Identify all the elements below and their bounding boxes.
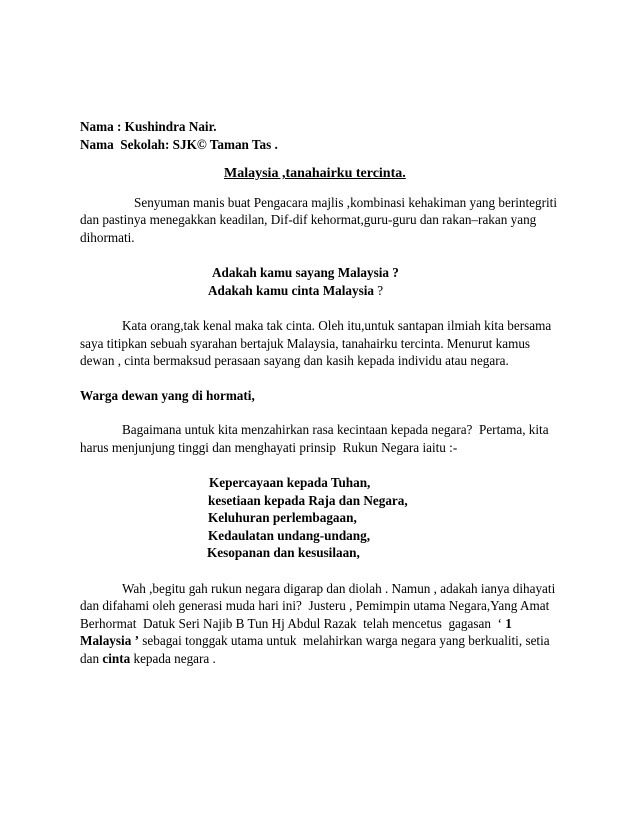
definition-paragraph xyxy=(80,317,560,370)
paragraph-line: Bagaimana untuk kita menzahirkan rasa kecintaan kepada negara? Pertama, kita xyxy=(122,422,549,437)
document-page xyxy=(80,118,560,667)
student-name-line: Nama : Kushindra Nair. xyxy=(80,119,217,134)
rhetorical-questions xyxy=(80,264,560,299)
question-line xyxy=(80,282,560,300)
paragraph-line: dihormati. xyxy=(80,229,135,245)
paragraph-text: dan xyxy=(80,650,103,666)
audience-greeting: Warga dewan yang di hormati, xyxy=(80,387,255,403)
paragraph-line: dan difahami oleh generasi muda hari ini? Justeru , Pemimpin utama Negara,Yang Amat xyxy=(80,598,550,613)
bold-text: Malaysia ’ xyxy=(80,633,139,648)
closing-paragraph xyxy=(80,580,560,668)
paragraph-line: dewan , cinta bermaksud perasaan sayang dan kasih kepada individu atau negara. xyxy=(80,353,509,368)
question-mark: ? xyxy=(373,282,384,298)
paragraph-line: saya titipkan sebuah syarahan bertajuk Malaysia, tanahairku tercinta. Menurut kamus xyxy=(80,335,531,351)
speech-title: Malaysia ,tanahairku tercinta. xyxy=(224,166,406,181)
paragraph-line: Kata orang,tak kenal maka tak cinta. Oleh itu,untuk santapan ilmiah kita bersama xyxy=(122,318,552,333)
bold-text: cinta xyxy=(102,650,131,666)
question-line: Adakah kamu sayang Malaysia ? xyxy=(212,265,399,280)
paragraph-line xyxy=(80,615,560,633)
principle-item: Kedaulatan undang-undang, xyxy=(208,527,370,543)
paragraph-line: Wah ,begitu gah rukun negara digarap dan diolah . Namun , adakah ianya dihayati xyxy=(122,580,556,596)
principles-list xyxy=(80,474,560,562)
principle-item: Kesopanan dan kesusilaan, xyxy=(207,545,360,560)
paragraph-line xyxy=(80,632,560,650)
paragraph-line xyxy=(80,650,560,668)
paragraph-text: kepada negara . xyxy=(130,650,216,666)
rukun-negara-paragraph xyxy=(80,421,560,456)
opening-paragraph xyxy=(80,194,560,247)
principle-item: Kepercayaan kepada Tuhan, xyxy=(209,475,371,490)
principle-item: Keluhuran perlembagaan, xyxy=(208,510,357,525)
paragraph-line: Senyuman manis buat Pengacara majlis ,kombinasi kehakiman yang berintegriti xyxy=(134,194,557,210)
bold-text: 1 xyxy=(505,615,512,631)
school-name-line: Nama Sekolah: SJK© Taman Tas . xyxy=(80,136,278,152)
question-text: Adakah kamu cinta Malaysia xyxy=(208,282,374,298)
principle-item: kesetiaan kepada Raja dan Negara, xyxy=(208,492,408,508)
paragraph-text: sebagai tonggak utama untuk melahirkan warga negara yang berkualiti, setia xyxy=(138,633,550,648)
paragraph-line: dan pastinya menegakkan keadilan, Dif-dif kehormat,guru-guru dan rakan–rakan yang xyxy=(80,212,537,227)
paragraph-line: harus menjunjung tinggi dan menghayati prinsip Rukun Negara iaitu :- xyxy=(80,439,458,455)
paragraph-text: Berhormat Datuk Seri Najib B Tun Hj Abdul Razak telah mencetus gagasan ‘ xyxy=(80,615,506,631)
